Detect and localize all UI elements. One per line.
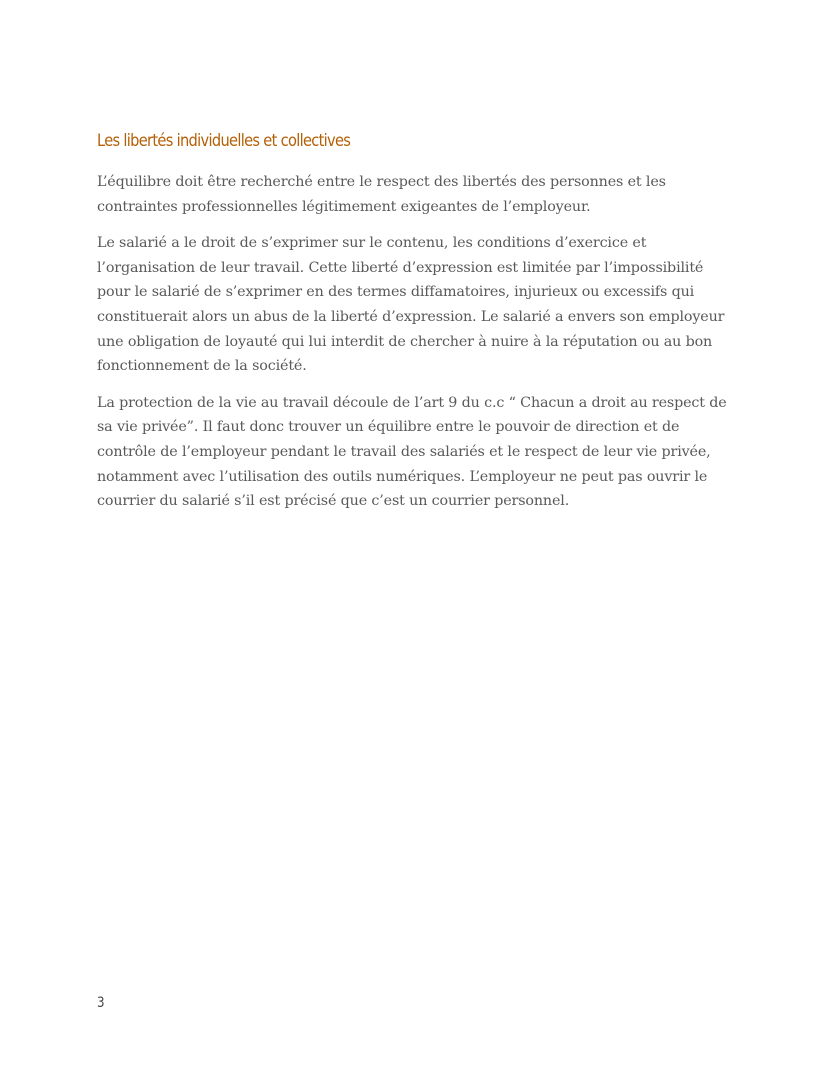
paragraph-private-life: La protection de la vie au travail découle de l’art 9 du c.c “ Chacun a droit au respect de sa vie privée”. Il faut donc trouver un équilibre entre le pouvoir de direction et de contrôle de l’employeur pendant le travail des salariés et le respect de leur vie privée, notamment avec l’utilisation des outils numériques. L’employeur ne peut pas ouvrir le courrier du salarié s’il est précisé que c’est un courrier personnel. <box>97 394 727 510</box>
page-number: 3 <box>97 995 105 1011</box>
paragraph-freedom-of-expression: Le salarié a le droit de s’exprimer sur le contenu, les conditions d’exercice et l’organisation de leur travail. Cette liberté d’expression est limitée par l’impossibilité pour le salarié de s’exprimer en des termes diffamatoires, injurieux ou excessifs qui constituerait alors un abus de la liberté d’expression. Le salarié a envers son employeur une obligation de loyauté qui lui interdit de chercher à nuire à la réputation ou au bon fonctionnement de la société. <box>97 235 725 375</box>
section-body <box>97 170 732 526</box>
section-heading: Les libertés individuelles et collectives <box>97 131 351 151</box>
paragraph-balance: L’équilibre doit être recherché entre le respect des libertés des personnes et les contraintes professionnelles légitimement exigeantes de l’employeur. <box>97 174 666 215</box>
